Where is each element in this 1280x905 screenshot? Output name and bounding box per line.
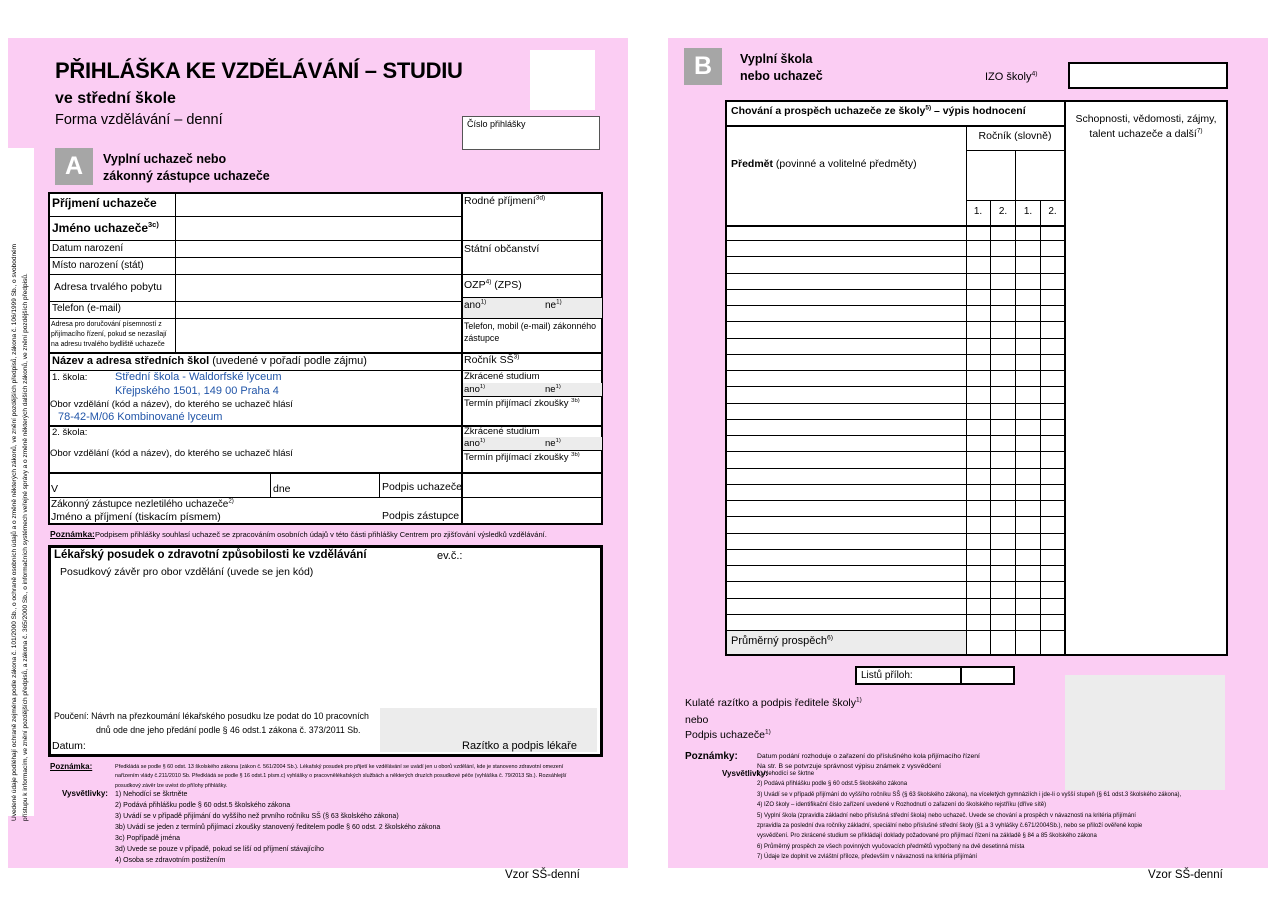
grades-table-row[interactable]	[725, 420, 1064, 436]
explanation-item: 1) Nehodící se škrtne	[757, 771, 815, 777]
ozp-yes-option[interactable]: ano$^{1)}$	[464, 298, 487, 311]
explanation-item: 6) Průměrný prospěch ze všech povinných vyučovacích předmětů vypočtený na dvě desetinná místa	[757, 843, 1025, 850]
page-title: PŘIHLÁŠKA KE VZDĚLÁVÁNÍ – STUDIU	[55, 58, 463, 83]
explanation-item: 3b) Uvádí se jeden z termínů přijímací zkoušky stanovený ředitelem podle § 60 odst. 2 školského zákona	[115, 824, 441, 831]
explanation-item: 3d) Uvede se pouze v případě, pokud se liší od příjmení stávajícího	[115, 846, 324, 853]
school1-no-option[interactable]: $ne^{1)}$	[545, 383, 561, 395]
schopnosti-notes-area[interactable]	[1067, 227, 1226, 654]
birth-place-input[interactable]	[176, 258, 460, 273]
mail-address-label	[51, 320, 167, 350]
explanation-item: zpravidla za poslední dva ročníky základní, speciální nebo příslušné střední školy (§1 a 3 vyhlášky č.671/2004Sb.), nebo se přiloží ověřené kopie	[757, 823, 1143, 830]
grades-table-row[interactable]	[725, 290, 1064, 306]
note2-line: nařízením vlády č.211/2010 Sb. Předkládá se podle § 16 odst.1 písm.c) vyhlášky o pracovnělékařských službách a některých druzích posudkové péče (vyhláška č. 79/2013 Sb.). Rozsáhlejší	[115, 773, 567, 780]
grades-table-row[interactable]	[725, 274, 1064, 290]
guardian-signature-label: Podpis zástupce	[382, 510, 460, 522]
note2-line: posudkový závěr lze uvést do přílohy přihlášky.	[115, 782, 228, 789]
form-type-label: Forma vzdělávání – denní	[55, 112, 223, 128]
birth-place-label: Místo narození (stát)	[52, 260, 144, 271]
page-subtitle: ve střední škole	[55, 90, 176, 107]
school2-obor-input[interactable]	[52, 459, 452, 471]
surname-input[interactable]	[176, 193, 460, 215]
footer-a: Vzor SŠ-denní	[505, 869, 580, 881]
explanation-item: 3) Uvádí se v případě přijímání do vyššího než prvního ročníku SŠ (§ 63 školského zákona)	[115, 813, 399, 820]
average-grade-cells[interactable]	[967, 631, 1064, 654]
guardian-name-label: Zákonný zástupce nezletilého uchazeče$^{2)}$	[51, 497, 234, 510]
mail-address-label-line: přijímacího řízení, pokud se nezasílají	[51, 331, 167, 338]
school2-obor-label: Obor vzdělání (kód a název), do kterého se uchazeč hlásí	[50, 448, 293, 459]
note2-label: Poznámka:	[50, 762, 93, 771]
grades-table-row[interactable]	[725, 615, 1064, 631]
rocnik-ss-label: Ročník SŠ$^{3)}$	[464, 353, 520, 366]
school2-no-option[interactable]: $ne^{1)}$	[545, 437, 561, 449]
school1-label: 1. škola:	[52, 372, 88, 383]
guardian-name-sublabel: Jméno a příjmení (tiskacím písmem)	[51, 511, 221, 523]
school1-obor-label: Obor vzdělání (kód a název), do kterého se uchazeč hlásí	[50, 399, 293, 410]
school1-termin-label: Termín přijímací zkoušky $^{3b)}$	[464, 397, 580, 409]
place-label: V	[51, 483, 59, 495]
phone-label: Telefon (e-mail)	[52, 303, 121, 314]
divider	[960, 666, 962, 685]
predmet-header: Předmět (povinné a volitelné předměty)	[731, 158, 917, 170]
date-label: dne	[273, 483, 291, 495]
grades-table-row[interactable]	[725, 355, 1064, 371]
explanations-b-label: Vysvětlivky:	[722, 769, 768, 778]
side-note-line-1: Uvedené údaje podléhají ochraně zejména podle zákona č. 101/2000 Sb., o ochraně osobních údajů a o změně některých zákonů, ve znění pozdějších předpisů, zákona č. 106/1999 Sb., o svobodném	[11, 243, 18, 821]
explanation-item: 3c) Popřípadě jména	[115, 835, 180, 842]
notes-b-label: Poznámky:	[685, 751, 738, 762]
address-label: Adresa trvalého pobytu	[54, 281, 162, 293]
rocnik-slovne-header: Ročník (slovně)	[978, 130, 1052, 142]
guardian-contact-line2: zástupce	[464, 333, 500, 343]
divider	[48, 352, 603, 354]
izo-label: IZO školy$^{4)}$	[985, 70, 1038, 83]
grades-table-row[interactable]	[725, 582, 1064, 598]
medical-subtitle: Posudkový závěr pro obor vzdělání (uvede se jen kód)	[60, 566, 314, 578]
grades-table-row[interactable]	[725, 257, 1064, 273]
mail-address-label-line: na adresu trvalého bydliště uchazeče	[51, 341, 165, 348]
section-a-title-line2: zákonný zástupce uchazeče	[103, 169, 270, 183]
explanation-item: vysvědčení. Pro zkrácené studium se přikládají doklady požadované pro přijímací řízení na základě § 84 a 85 školského zákona	[757, 833, 1097, 840]
grades-table-row[interactable]	[725, 534, 1064, 550]
school1-name-value[interactable]: Střední škola - Waldorfské lyceum	[115, 371, 282, 383]
applicant-signature-label: Podpis uchazeče	[382, 481, 462, 493]
grades-table-row[interactable]	[725, 436, 1064, 452]
grades-table-row[interactable]	[725, 225, 1064, 241]
school1-address-value[interactable]: Křejpského 1501, 149 00 Praha 4	[115, 385, 279, 397]
attachments-count-input[interactable]	[963, 668, 1013, 683]
divider	[461, 450, 603, 451]
section-a-title	[103, 151, 270, 185]
grades-table-row[interactable]	[725, 550, 1064, 566]
surname-label: Příjmení uchazeče	[52, 196, 157, 210]
grades-table-row[interactable]	[725, 517, 1064, 533]
izo-input-box[interactable]	[1068, 62, 1228, 89]
medical-body-area[interactable]	[55, 585, 595, 700]
grade-col-1: 1.	[973, 206, 983, 217]
schopnosti-line2: talent uchazeče a další$^{7)}$	[1089, 127, 1203, 140]
grade-col-2: 2.	[998, 206, 1008, 217]
rocnik-word-input-2[interactable]	[1016, 151, 1063, 199]
address-input[interactable]	[176, 275, 460, 300]
doctor-stamp-label: Razítko a podpis lékaře	[462, 740, 577, 752]
school2-yes-option[interactable]: ano$^{1)}$	[464, 437, 486, 449]
footer-b: Vzor SŠ-denní	[1148, 869, 1223, 881]
section-b-title-line1: Vyplní škola	[740, 52, 813, 66]
note1-label: Poznámka:	[50, 529, 95, 539]
place-input[interactable]	[62, 474, 267, 495]
section-b-title	[740, 51, 823, 85]
name-label: Jméno uchazeče$^{3c)}$	[52, 220, 159, 235]
average-label: Průměrný prospěch$^{6)}$	[731, 634, 834, 647]
school2-label: 2. škola:	[52, 427, 88, 438]
explanation-item: 5) Vyplní škola (zpravidla základní nebo příslušná střední škola) nebo uchazeč. Uvede se chování a prospěch v návaznosti na kritéria přijímání	[757, 812, 1136, 819]
notes-b-line: Datum podání rozhoduje o zařazení do příslušného kola přijímacího řízení	[757, 753, 980, 760]
grade-col-4: 2.	[1048, 206, 1057, 217]
grades-table-row[interactable]	[725, 501, 1064, 517]
side-note-strip	[8, 148, 34, 821]
school1-zkracene-label: Zkrácené studium	[464, 371, 540, 382]
grades-table-row[interactable]	[725, 404, 1064, 420]
explanations-a-list	[115, 789, 440, 866]
corner-box[interactable]	[530, 50, 595, 110]
school2-termin-label: Termín přijímací zkoušky $^{3b)}$	[464, 451, 580, 463]
divider	[725, 125, 1064, 127]
schopnosti-header	[1066, 112, 1226, 142]
birth-surname-label: Rodné příjmení$^{3d)}$	[464, 194, 546, 207]
section-b-title-line2: nebo uchazeč	[740, 69, 823, 83]
grades-table-row[interactable]	[725, 322, 1064, 338]
ozp-label: OZP$^{4)}$ (ZPS)	[464, 278, 522, 291]
grades-table-row[interactable]	[725, 241, 1064, 257]
mail-address-label-line: Adresa pro doručování písemností z	[51, 321, 162, 328]
grades-table-row[interactable]	[725, 452, 1064, 468]
grades-table-row[interactable]	[725, 339, 1064, 355]
note1-text: Podpisem přihlášky souhlasí uchazeč se zpracováním osobních údajů v této části přihlášky Centrem pro zjišťování výsledků vzdělávání.	[95, 530, 547, 539]
school2-zkracene-label: Zkrácené studium	[464, 426, 540, 437]
note2-line: Předkládá se podle § 60 odst. 13 školského zákona (zákon č. 561/2004 Sb.). Lékařský posudek pro přijetí ke vzdělávání se uvádí jen u oborů vzdělání, kde je stanoveno zdravotní omezení	[115, 764, 564, 770]
guardian-signature-cell[interactable]	[463, 498, 601, 524]
grades-table-row[interactable]	[725, 306, 1064, 322]
application-number-label: Číslo přihlášky	[467, 119, 526, 129]
medical-title: Lékařský posudek o zdravotní způsobilosti ke vzdělávání	[54, 549, 367, 561]
explanation-item: 2) Podává přihlášku podle § 60 odst.5 školského zákona	[757, 781, 908, 788]
schools-header: Název a adresa středních škol (uvedené v pořadí podle zájmu)	[52, 355, 367, 367]
ozp-no-option[interactable]: $ne^{1)}$	[545, 298, 562, 311]
grades-table-row[interactable]	[725, 371, 1064, 387]
citizenship-input[interactable]	[463, 255, 601, 273]
rocnik-word-input-1[interactable]	[967, 151, 1014, 199]
explanation-item: 7) Údaje lze doplnit ve zvláštní příloze, především v návaznosti na kritéria přijímání	[757, 854, 978, 861]
divider	[270, 472, 271, 497]
explanation-item: 2) Podává přihlášku podle § 60 odst.5 školského zákona	[115, 802, 291, 809]
divider	[379, 472, 380, 497]
attachments-label: Listů příloh:	[861, 670, 913, 681]
explanation-item: 4) IZO školy – identifikační číslo zařízení uvedené v Rozhodnutí o zařazení do školského rejstříku (dříve sítě)	[757, 802, 1047, 809]
explanations-b-list	[757, 769, 1237, 863]
application-number-box[interactable]	[462, 116, 600, 150]
director-signature-label: Kulaté razítko a podpis ředitele školy$^{1)}$	[685, 696, 862, 709]
grades-table-row[interactable]	[725, 599, 1064, 615]
phone-input[interactable]	[176, 302, 460, 317]
side-note-text	[10, 141, 32, 821]
medical-pouceni-line2: dnů ode dne jeho předání podle § 46 odst.1 zákona č. 373/2011 Sb.	[96, 725, 361, 735]
medical-date-label: Datum:	[52, 740, 86, 752]
note2-text	[115, 763, 566, 791]
citizenship-label: Státní občanství	[464, 243, 540, 255]
birth-surname-input[interactable]	[463, 206, 601, 239]
school1-yes-option[interactable]: ano$^{1)}$	[464, 383, 486, 395]
grades-table-row[interactable]	[725, 469, 1064, 485]
grades-table-header: Chování a prospěch uchazeče ze školy$^{5)}$ – výpis hodnocení	[731, 104, 1026, 117]
school2-name-input[interactable]	[110, 427, 450, 447]
explanation-item: 3) Uvádí se v případě přijímání do vyššího ročníku SŠ (§ 63 školského zákona), na víceletých gymnáziích i jde-li o vyšší stupeň (§ 61 odst.3 školského zákona),	[757, 791, 1182, 798]
divider	[461, 396, 603, 397]
applicant-signature-cell[interactable]	[463, 473, 601, 496]
or-label: nebo	[685, 714, 709, 726]
medical-pouceni-line1: Poučení: Návrh na přezkoumání lékařského posudku lze podat do 10 pracovních	[54, 711, 369, 721]
school1-obor-value[interactable]: 78-42-M/06 Kombinované lyceum	[58, 411, 223, 423]
grades-table-row[interactable]	[725, 566, 1064, 582]
grades-table-row[interactable]	[725, 387, 1064, 403]
guardian-contact-line1: Telefon, mobil (e-mail) zákonného	[464, 321, 597, 331]
schopnosti-line1: Schopnosti, vědomosti, zájmy,	[1075, 113, 1217, 125]
birth-date-input[interactable]	[176, 241, 460, 256]
mail-address-input[interactable]	[176, 319, 460, 351]
explanation-item: 4) Osoba se zdravotním postižením	[115, 857, 226, 864]
notes-b-line: Na str. B se potvrzuje správnost výpisu známek z vysvědčení	[757, 762, 941, 770]
date-input[interactable]	[300, 474, 377, 495]
explanations-a-label: Vysvětlivky:	[62, 789, 108, 798]
side-note-line-2: přístupu k informacím, ve znění pozdějších předpisů, a zákona č. 365/2000 Sb., o informačních systémech veřejné správy a o změně některých dalších zákonů, ve znění pozdějších předpisů.	[21, 273, 29, 821]
section-b-marker: B	[684, 48, 722, 85]
section-a-marker: A	[55, 148, 93, 185]
grade-col-3: 1.	[1023, 206, 1033, 217]
name-input[interactable]	[176, 217, 460, 239]
average-row-label-cell	[727, 631, 966, 654]
section-a-title-line1: Vyplní uchazeč nebo	[103, 152, 227, 166]
birth-date-label: Datum narození	[52, 243, 124, 254]
guardian-contact-label	[464, 320, 596, 344]
explanation-item: 1) Nehodící se škrtněte	[115, 791, 188, 798]
medical-ev-label: ev.č.:	[437, 550, 463, 562]
applicant-signature-b-label: Podpis uchazeče$^{1)}$	[685, 728, 771, 741]
grades-table-row[interactable]	[725, 485, 1064, 501]
divider	[1064, 100, 1066, 656]
